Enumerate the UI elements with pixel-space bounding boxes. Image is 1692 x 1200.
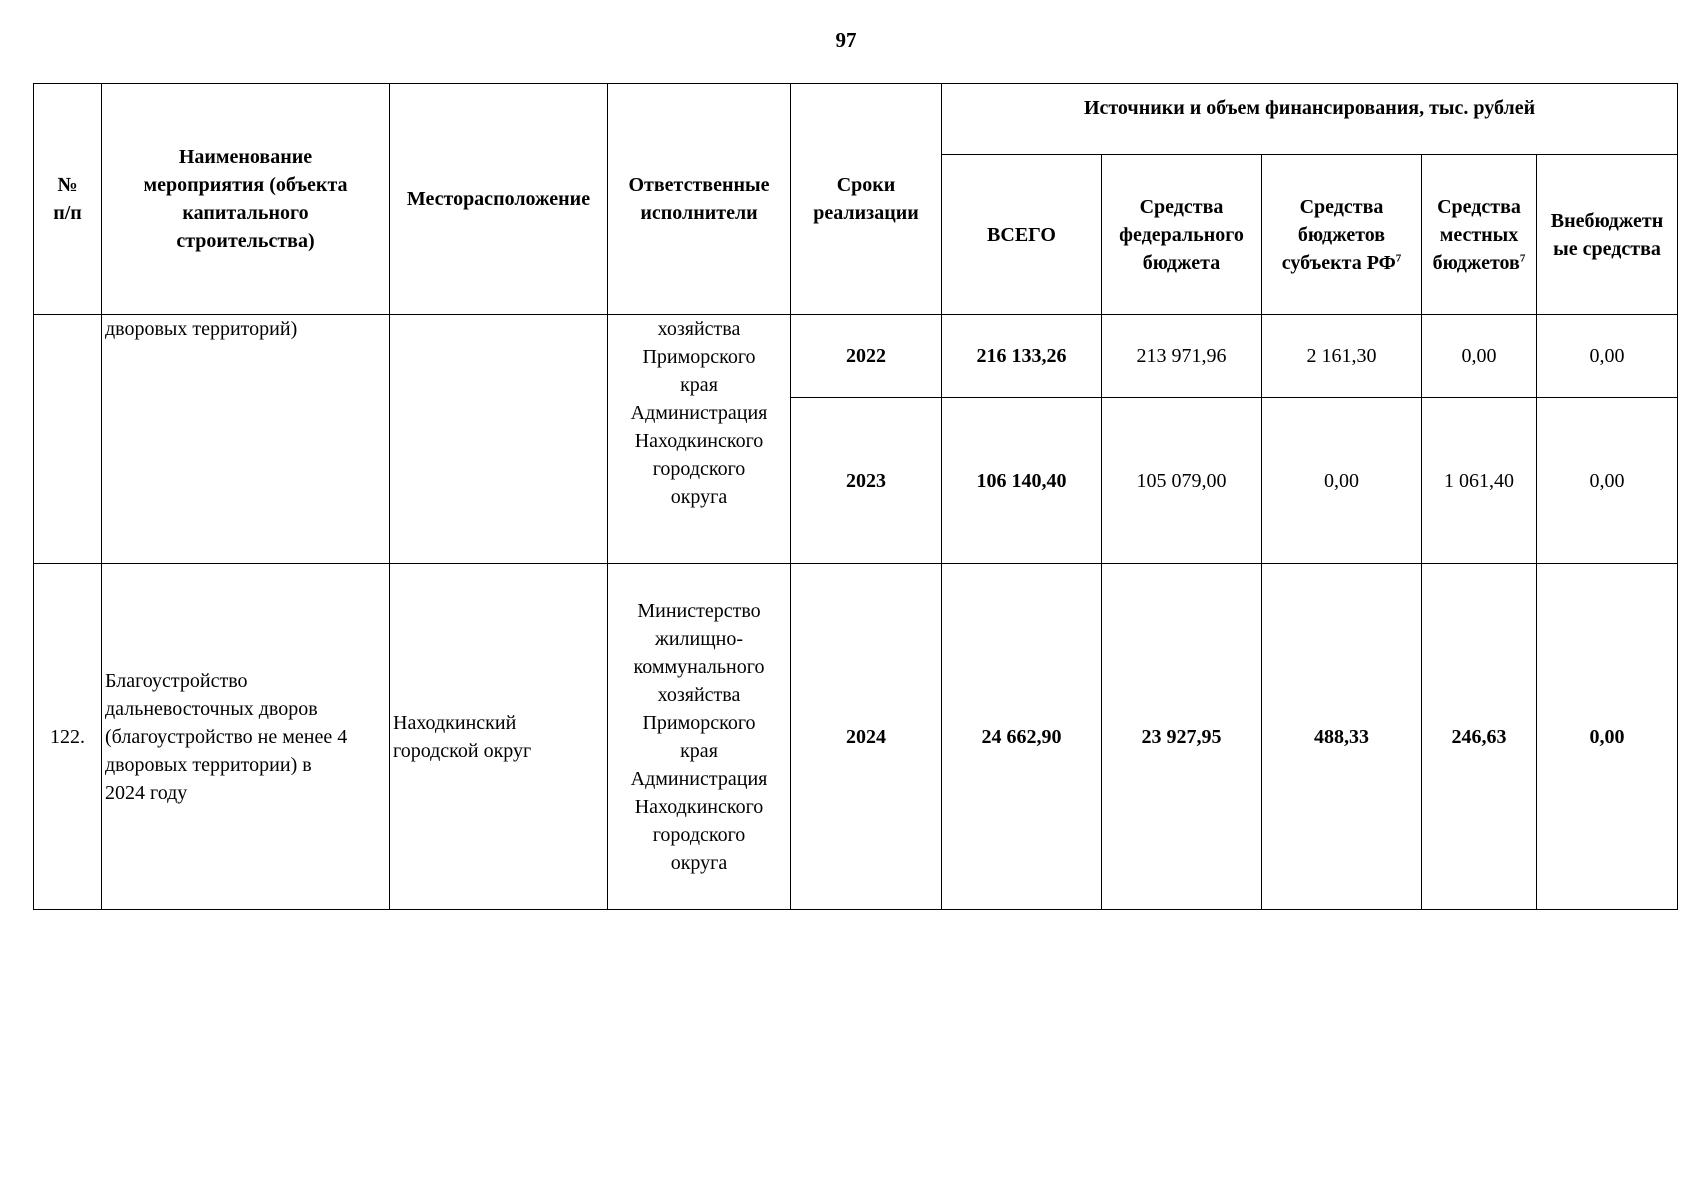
footnote-marker: 7 (1395, 251, 1402, 264)
financing-table (33, 83, 1678, 910)
header-total: ВСЕГО (942, 155, 1102, 315)
header-terms: Сроки реализации (791, 84, 942, 315)
cell-name: Благоустройство дальневосточных дворов (благоустройство не менее 4 дворовых территории) в 2024 году (102, 564, 390, 910)
cell-federal: 23 927,95 (1102, 564, 1262, 910)
cell-name: дворовых территорий) (102, 315, 390, 564)
cell-total: 24 662,90 (942, 564, 1102, 910)
header-name: Наименование мероприятия (объекта капитального строительства) (102, 84, 390, 315)
header-num: № п/п (34, 84, 102, 315)
cell-extra: 0,00 (1537, 398, 1678, 564)
cell-year: 2023 (791, 398, 942, 564)
cell-subject: 0,00 (1262, 398, 1422, 564)
cell-federal: 105 079,00 (1102, 398, 1262, 564)
table-row (34, 315, 1678, 398)
cell-extra: 0,00 (1537, 315, 1678, 398)
cell-total: 216 133,26 (942, 315, 1102, 398)
header-executors: Ответственные исполнители (608, 84, 791, 315)
cell-local: 1 061,40 (1422, 398, 1537, 564)
cell-subject: 488,33 (1262, 564, 1422, 910)
cell-location: Находкинский городской округ (390, 564, 608, 910)
cell-executors: Министерство жилищно- коммунального хозяйства Приморского края Администрация Находкинского городского округа (608, 564, 791, 910)
header-row-top (34, 84, 1678, 155)
cell-executors: хозяйства Приморского края Администрация Находкинского городского округа (608, 315, 791, 564)
footnote-marker: 7 (1519, 251, 1526, 264)
cell-federal: 213 971,96 (1102, 315, 1262, 398)
cell-year: 2024 (791, 564, 942, 910)
header-local: Средства местных бюджетов$^7$ (1422, 155, 1537, 315)
cell-subject: 2 161,30 (1262, 315, 1422, 398)
table-row (34, 564, 1678, 910)
cell-num: 122. (34, 564, 102, 910)
cell-local: 246,63 (1422, 564, 1537, 910)
cell-location (390, 315, 608, 564)
cell-num (34, 315, 102, 564)
cell-year: 2022 (791, 315, 942, 398)
cell-total: 106 140,40 (942, 398, 1102, 564)
page-number: 97 (835, 28, 857, 52)
cell-local: 0,00 (1422, 315, 1537, 398)
header-location: Месторасположение (390, 84, 608, 315)
header-extra: Внебюджетн ые средства (1537, 155, 1678, 315)
header-federal: Средства федерального бюджета (1102, 155, 1262, 315)
cell-extra: 0,00 (1537, 564, 1678, 910)
header-sources: Источники и объем финансирования, тыс. рублей (942, 84, 1678, 155)
header-subject: Средства бюджетов субъекта $РФ^7$ (1262, 155, 1422, 315)
